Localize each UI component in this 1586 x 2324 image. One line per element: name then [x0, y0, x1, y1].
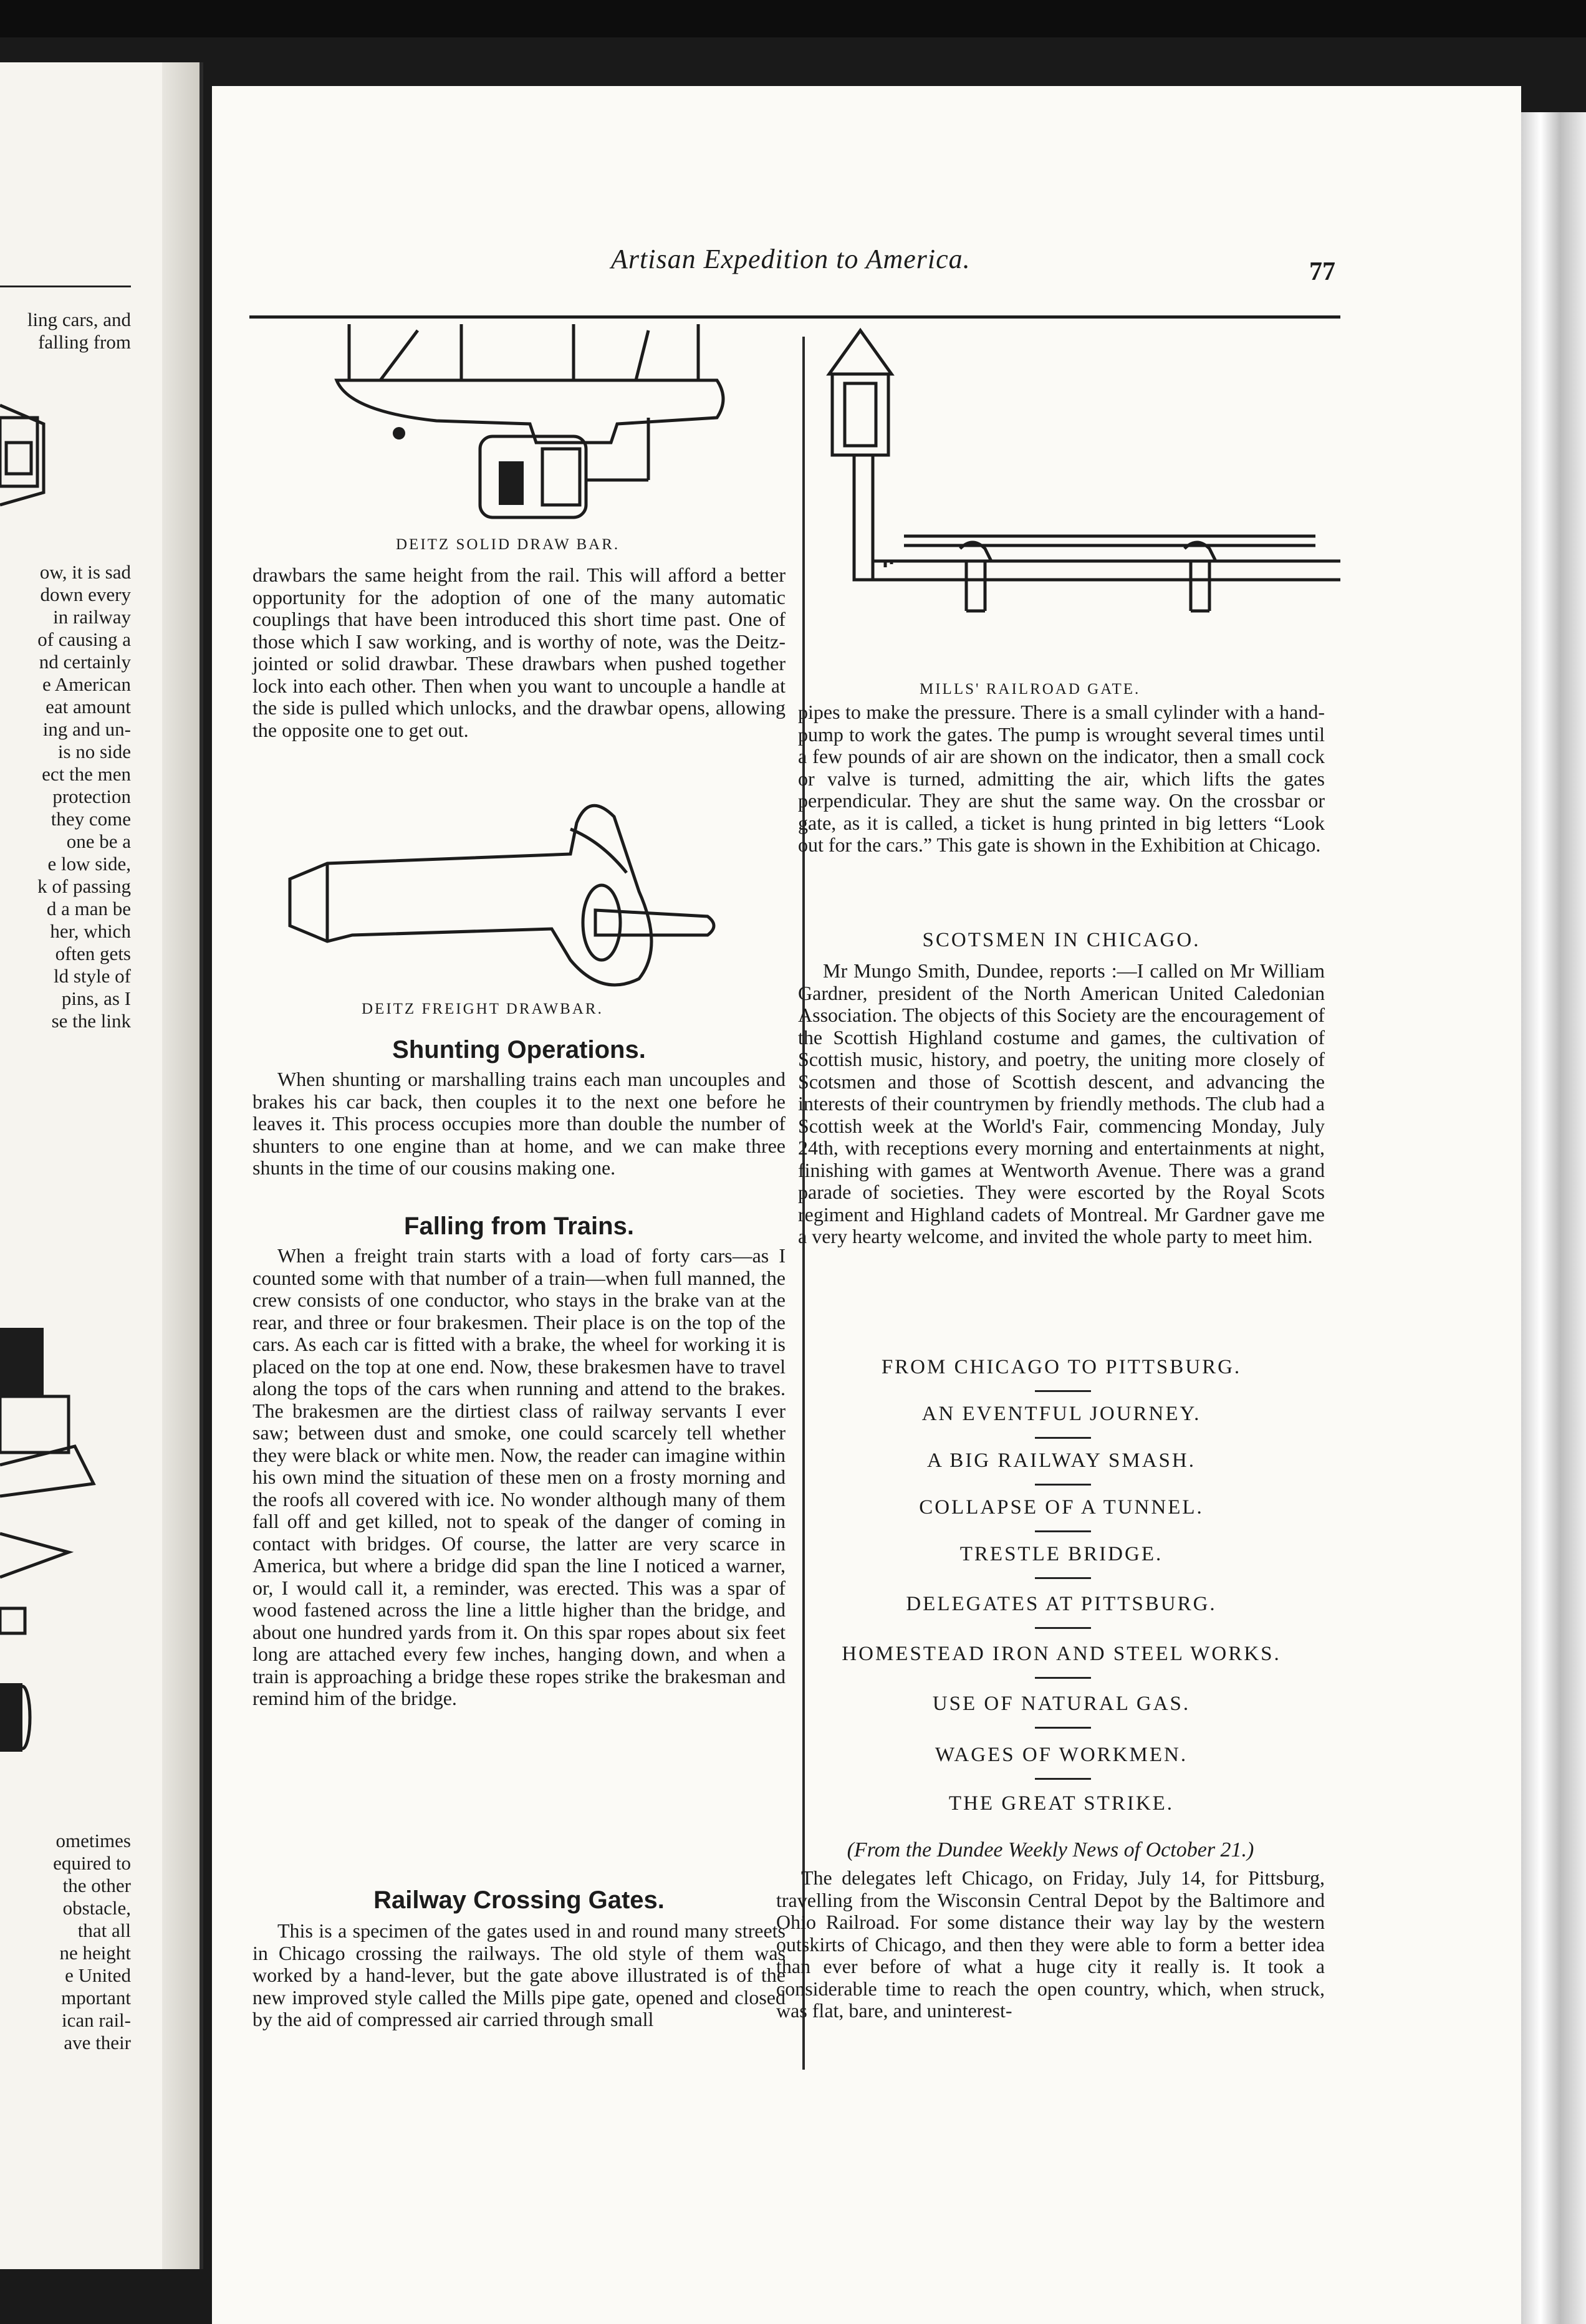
- headline: COLLAPSE OF A TUNNEL.: [919, 1496, 1204, 1519]
- figure-caption: DEITZ FREIGHT DRAWBAR.: [362, 1001, 603, 1017]
- fragment-line: ld style of: [54, 965, 131, 987]
- left-column-falling: [252, 1245, 786, 1710]
- paragraph-drawbars: drawbars the same height from the rail. This will afford a better opportunity for the adoption of one of the many automatic couplings that have been introduced this short time past. One of those which I saw working, and is worthy of note, was the Deitz-jointed or solid drawbar. These drawbars when pushed together lock into each other. Then when you want to uncouple a handle at the side is pulled which unlocks, and the drawbar opens, allowing the opposite one to get out.: [252, 564, 786, 741]
- fragment-line: ne height: [59, 1942, 131, 1964]
- headline: TRESTLE BRIDGE.: [959, 1543, 1163, 1565]
- fragment-line: e United: [65, 1964, 131, 1986]
- headline-divider: [1035, 1627, 1091, 1629]
- fragment-line: d a man be: [46, 898, 131, 920]
- section-heading-scotsmen: SCOTSMEN IN CHICAGO.: [922, 929, 1201, 951]
- headline-divider: [1035, 1778, 1091, 1780]
- fragment-line: nd certainly: [39, 651, 131, 673]
- fragment-line: obstacle,: [62, 1897, 131, 1919]
- running-head: Artisan Expedition to America.: [611, 244, 971, 274]
- scan-top-border: [0, 0, 1586, 37]
- fragment-line: the other: [62, 1875, 131, 1896]
- fragment-line: is no side: [57, 741, 131, 762]
- headline-divider: [1035, 1530, 1091, 1532]
- section-heading-shunting: Shunting Operations.: [392, 1036, 646, 1064]
- left-column-shunting: [252, 1068, 786, 1179]
- engine-illustration-fragment: [0, 1284, 125, 1633]
- section-heading-falling: Falling from Trains.: [404, 1212, 634, 1240]
- book-page-edge: [1521, 112, 1586, 2324]
- page-gutter: [162, 62, 199, 2269]
- source-note: (From the Dundee Weekly News of October 21.): [847, 1838, 1254, 1861]
- headline: WAGES OF WORKMEN.: [935, 1744, 1188, 1766]
- headline-divider: [1035, 1484, 1091, 1486]
- fragment-line: ling cars, and: [27, 309, 131, 330]
- deitz-freight-drawbar-illustration: [277, 792, 757, 997]
- fragment-line: her, which: [50, 920, 131, 942]
- fragment-line: ect the men: [42, 763, 131, 785]
- left-column-crossing: [252, 1920, 786, 2031]
- headline-divider: [1035, 1390, 1091, 1392]
- fragment-line: mportant: [61, 1987, 131, 2009]
- figure-caption: DEITZ SOLID DRAW BAR.: [396, 536, 620, 553]
- fragment-line: k of passing: [37, 875, 131, 897]
- headline-divider: [1035, 1577, 1091, 1579]
- fragment-line: pins, as I: [61, 987, 131, 1009]
- deitz-solid-draw-bar-illustration: [324, 318, 729, 524]
- headline: THE GREAT STRIKE.: [948, 1792, 1175, 1815]
- fragment-line: ican rail-: [61, 2009, 131, 2031]
- fragment-line: of causing a: [37, 628, 131, 650]
- fragment-line: one be a: [66, 830, 131, 852]
- fragment-line: ave their: [64, 2032, 131, 2053]
- right-column-pittsburg: [776, 1867, 1325, 2022]
- headline: FROM CHICAGO TO PITTSBURG.: [881, 1356, 1242, 1378]
- fitting-illustration-fragment: [0, 1677, 50, 1764]
- headline: DELEGATES AT PITTSBURG.: [906, 1593, 1217, 1615]
- right-column-gate: [798, 701, 1325, 857]
- headline: A BIG RAILWAY SMASH.: [927, 1449, 1196, 1472]
- facing-page-rule: [0, 286, 131, 287]
- section-heading-crossing: Railway Crossing Gates.: [373, 1886, 665, 1914]
- left-column-intro: [252, 564, 786, 741]
- fragment-line: down every: [40, 583, 131, 605]
- fragment-line: they come: [50, 808, 131, 830]
- headline-divider: [1035, 1727, 1091, 1729]
- fragment-line: that all: [77, 1919, 131, 1941]
- headline: HOMESTEAD IRON AND STEEL WORKS.: [842, 1643, 1281, 1665]
- fragment-line: e low side,: [47, 853, 131, 875]
- paragraph-crossing: This is a specimen of the gates used in and round many streets in Chicago crossing the railways. The old style of them was worked by a hand-lever, but the gate above illustrated is of the new improved style called the Mills pipe gate, opened and closed by the aid of compressed air carried through small: [252, 1919, 786, 2030]
- fragment-line: in railway: [53, 606, 131, 628]
- facing-page-fragment: [0, 62, 203, 2269]
- right-column-scotsmen: [798, 960, 1325, 1248]
- page-number: 77: [1309, 257, 1335, 286]
- fragment-line: protection: [52, 785, 131, 807]
- headline-divider: [1035, 1437, 1091, 1439]
- fragment-line: ing and un-: [42, 718, 131, 740]
- headline: USE OF NATURAL GAS.: [932, 1693, 1191, 1715]
- machinery-illustration-fragment: [0, 380, 62, 542]
- fragment-line: se the link: [51, 1010, 131, 1032]
- fragment-line: equired to: [53, 1852, 131, 1874]
- fragment-line: e American: [42, 673, 131, 695]
- paragraph-scotsmen: Mr Mungo Smith, Dundee, reports :—I called on Mr William Gardner, president of the North American United Caledonian Association. The objects of this Society are the encouragement of the Scottish Highland costume and games, the cultivation of Scottish music, history, and poetry, the uniting more closely of Scotsmen and those of Scottish descent, and advancing the interests of their countrymen by friendly methods. The club had a Scottish week at the World's Fair, commencing Monday, July 24th, with receptions every morning and entertainments at night, finishing with games at Wentworth Avenue. There was a grand parade of societies. They were escorted by the Royal Scots regiment and Highland cadets of Montreal. Mr Gardner gave me a very hearty welcome, and invited the whole party to meet him.: [798, 959, 1325, 1247]
- fragment-line: falling from: [38, 331, 131, 353]
- figure-caption: MILLS' RAILROAD GATE.: [920, 681, 1141, 698]
- headline: AN EVENTFUL JOURNEY.: [921, 1403, 1201, 1425]
- paragraph-gate: pipes to make the pressure. There is a small cylinder with a hand-pump to work the gates. The pump is wrought several times until a few pounds of air are shown on the indicator, then a small cock or valve is turned, admitting the air, which lifts the gates perpendicular. They are shut the same way. On the crossbar or gate, as it is called, a ticket is hung printed in big letters “Look out for the cars.” This gate is shown in the Exhibition at Chicago.: [798, 701, 1325, 856]
- headline-divider: [1035, 1677, 1091, 1679]
- paragraph-pittsburg: The delegates left Chicago, on Friday, July 14, for Pittsburg, travelling from the Wisconsin Central Depot by the Baltimore and Ohio Railroad. For some distance their way lay by the western outskirts of Chicago, and then they were able to form a better idea than ever before of what a huge city it really is. It took a considerable time to reach the open country, which, when struck, was flat, bare, and uninterest-: [776, 1866, 1325, 2022]
- paragraph-falling: When a freight train starts with a load of forty cars—as I counted some with that number of a train—when full manned, the crew consists of one conductor, who stays in the brake van at the rear, and three or four brakesmen. Their place is on the top of the cars. As each car is fitted with a brake, the wheel for working it is placed on the top at one end. Now, these brakesmen have to travel along the tops of the cars when running and attend to the brakes. The brakesmen are the dirtiest class of railway servants I ever saw; between dust and smoke, one could scarcely tell whether they were black or white men. Now, the reader can imagine within his own mind the situation of these men on a frosty morning and the roofs all covered with ice. No wonder although many of them fall off and get killed, not to speak of the danger of coming in contact with bridges. Of course, the latter are very scarce in America, but where a bridge did span the line I noticed a warner, or, I would call it, a reminder, was erected. This was a spar of wood fastened across the line a little higher than the bridge, and about one hundred yards from it. On this spar ropes about six feet long are attached every few inches, hanging down, and when a train is approaching a bridge these ropes strike the brakesman and remind him of the bridge.: [252, 1244, 786, 1709]
- mills-railroad-gate-illustration: [817, 324, 1334, 673]
- paragraph-shunting: When shunting or marshalling trains each man uncouples and brakes his car back, then couples it to the next one before he leaves it. This process occupies more than double the number of shunters to one engine than at home, and we can make three shunts in the time of our cousins making one.: [252, 1068, 786, 1179]
- fragment-line: eat amount: [46, 696, 131, 718]
- fragment-line: ow, it is sad: [39, 561, 131, 583]
- fragment-line: ometimes: [55, 1830, 131, 1851]
- fragment-line: often gets: [55, 943, 131, 964]
